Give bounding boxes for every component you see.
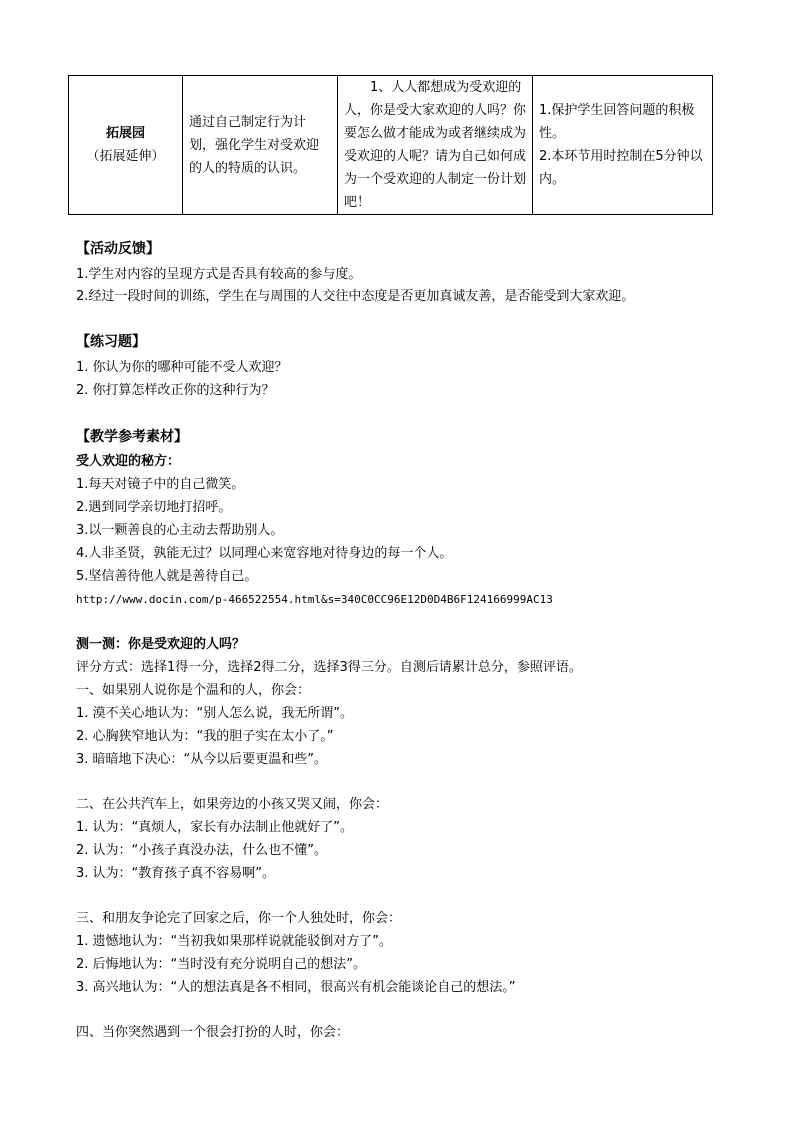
quiz-question: 四、当你突然遇到一个很会打扮的人时，你会： <box>76 1025 350 1040</box>
feedback-item: 2.经过一段时间的训练，学生在与周围的人交往中态度是否更加真诚友善，是否能受到大家欢迎。 <box>76 289 635 304</box>
quiz-scoring: 评分方式：选择1得一分，选择2得二分，选择3得三分。自测后请累计总分，参照评语。 <box>76 660 582 675</box>
quiz-option: 2. 心胸狭窄地认为：“我的胆子实在太小了。” <box>76 729 334 744</box>
quiz-option: 2. 认为：“小孩子真没办法，什么也不懂”。 <box>76 843 328 858</box>
feedback-heading: 【活动反馈】 <box>76 241 160 257</box>
quiz-option: 1. 漠不关心地认为：“别人怎么说，我无所谓”。 <box>76 706 354 721</box>
stage-subtitle: （拓展延伸） <box>86 149 165 164</box>
goal-cell: 通过自己制定行为计划，强化学生对受欢迎的人的特质的认识。 <box>183 76 338 215</box>
table-row <box>69 76 713 215</box>
quiz-option: 1. 认为：“真烦人，家长有办法制止他就好了”。 <box>76 820 354 835</box>
exercise-item: 2. 你打算怎样改正你的这种行为？ <box>76 383 275 398</box>
quiz-option: 3. 暗暗地下决心：“从今以后要更温和些”。 <box>76 752 328 767</box>
quiz-option: 3. 认为：“教育孩子真不容易啊”。 <box>76 866 276 881</box>
exercise-item: 1. 你认为你的哪种可能不受人欢迎？ <box>76 360 288 375</box>
quiz-option: 1. 遗憾地认为：“当初我如果那样说就能驳倒对方了”。 <box>76 934 393 949</box>
reference-url: http://www.docin.com/p-466522554.html&s=340C0CC96E12D0D4B6F124166999AC13 <box>76 593 553 606</box>
lesson-plan-table <box>68 75 713 215</box>
feedback-item: 1.学生对内容的呈现方式是否具有较高的参与度。 <box>76 267 362 282</box>
quiz-question: 三、和朋友争论完了回家之后，你一个人独处时，你会： <box>76 911 402 926</box>
note-item: 1.保护学生回答问题的积极性。 <box>539 103 695 141</box>
note-item: 2.本环节用时控制在5分钟以内。 <box>539 149 703 187</box>
reference-item: 2.遇到同学亲切地打招呼。 <box>76 500 232 515</box>
notes-cell <box>533 76 713 215</box>
stage-cell <box>69 76 183 215</box>
quiz-question: 一、如果别人说你是个温和的人，你会： <box>76 683 311 698</box>
quiz-option: 3. 高兴地认为：“人的想法真是各不相同，很高兴有机会能谈论自己的想法。” <box>76 980 516 995</box>
quiz-option: 2. 后悔地认为：“当时没有充分说明自己的想法”。 <box>76 957 367 972</box>
reference-item: 5.坚信善待他人就是善待自己。 <box>76 569 258 584</box>
activity-cell <box>338 76 533 215</box>
stage-name: 拓展园 <box>105 126 145 141</box>
reference-subtitle: 受人欢迎的秘方： <box>76 454 181 469</box>
reference-heading: 【教学参考素材】 <box>76 429 188 445</box>
reference-item: 4.人非圣贤，孰能无过？以同理心来宽容地对待身边的每一个人。 <box>76 546 453 561</box>
activity-text: 1、人人都想成为受欢迎的人，你是受大家欢迎的人吗？你要怎么做才能成为或者继续成为受欢迎的人呢？请为自己如何成为一个受欢迎的人制定一份计划吧！ <box>344 80 527 210</box>
reference-item: 1.每天对镜子中的自己微笑。 <box>76 477 245 492</box>
quiz-title: 测一测：你是受欢迎的人吗？ <box>76 637 246 652</box>
reference-item: 3.以一颗善良的心主动去帮助别人。 <box>76 523 284 538</box>
quiz-question: 二、在公共汽车上，如果旁边的小孩又哭又闹，你会： <box>76 797 389 812</box>
exercise-heading: 【练习题】 <box>76 334 146 350</box>
